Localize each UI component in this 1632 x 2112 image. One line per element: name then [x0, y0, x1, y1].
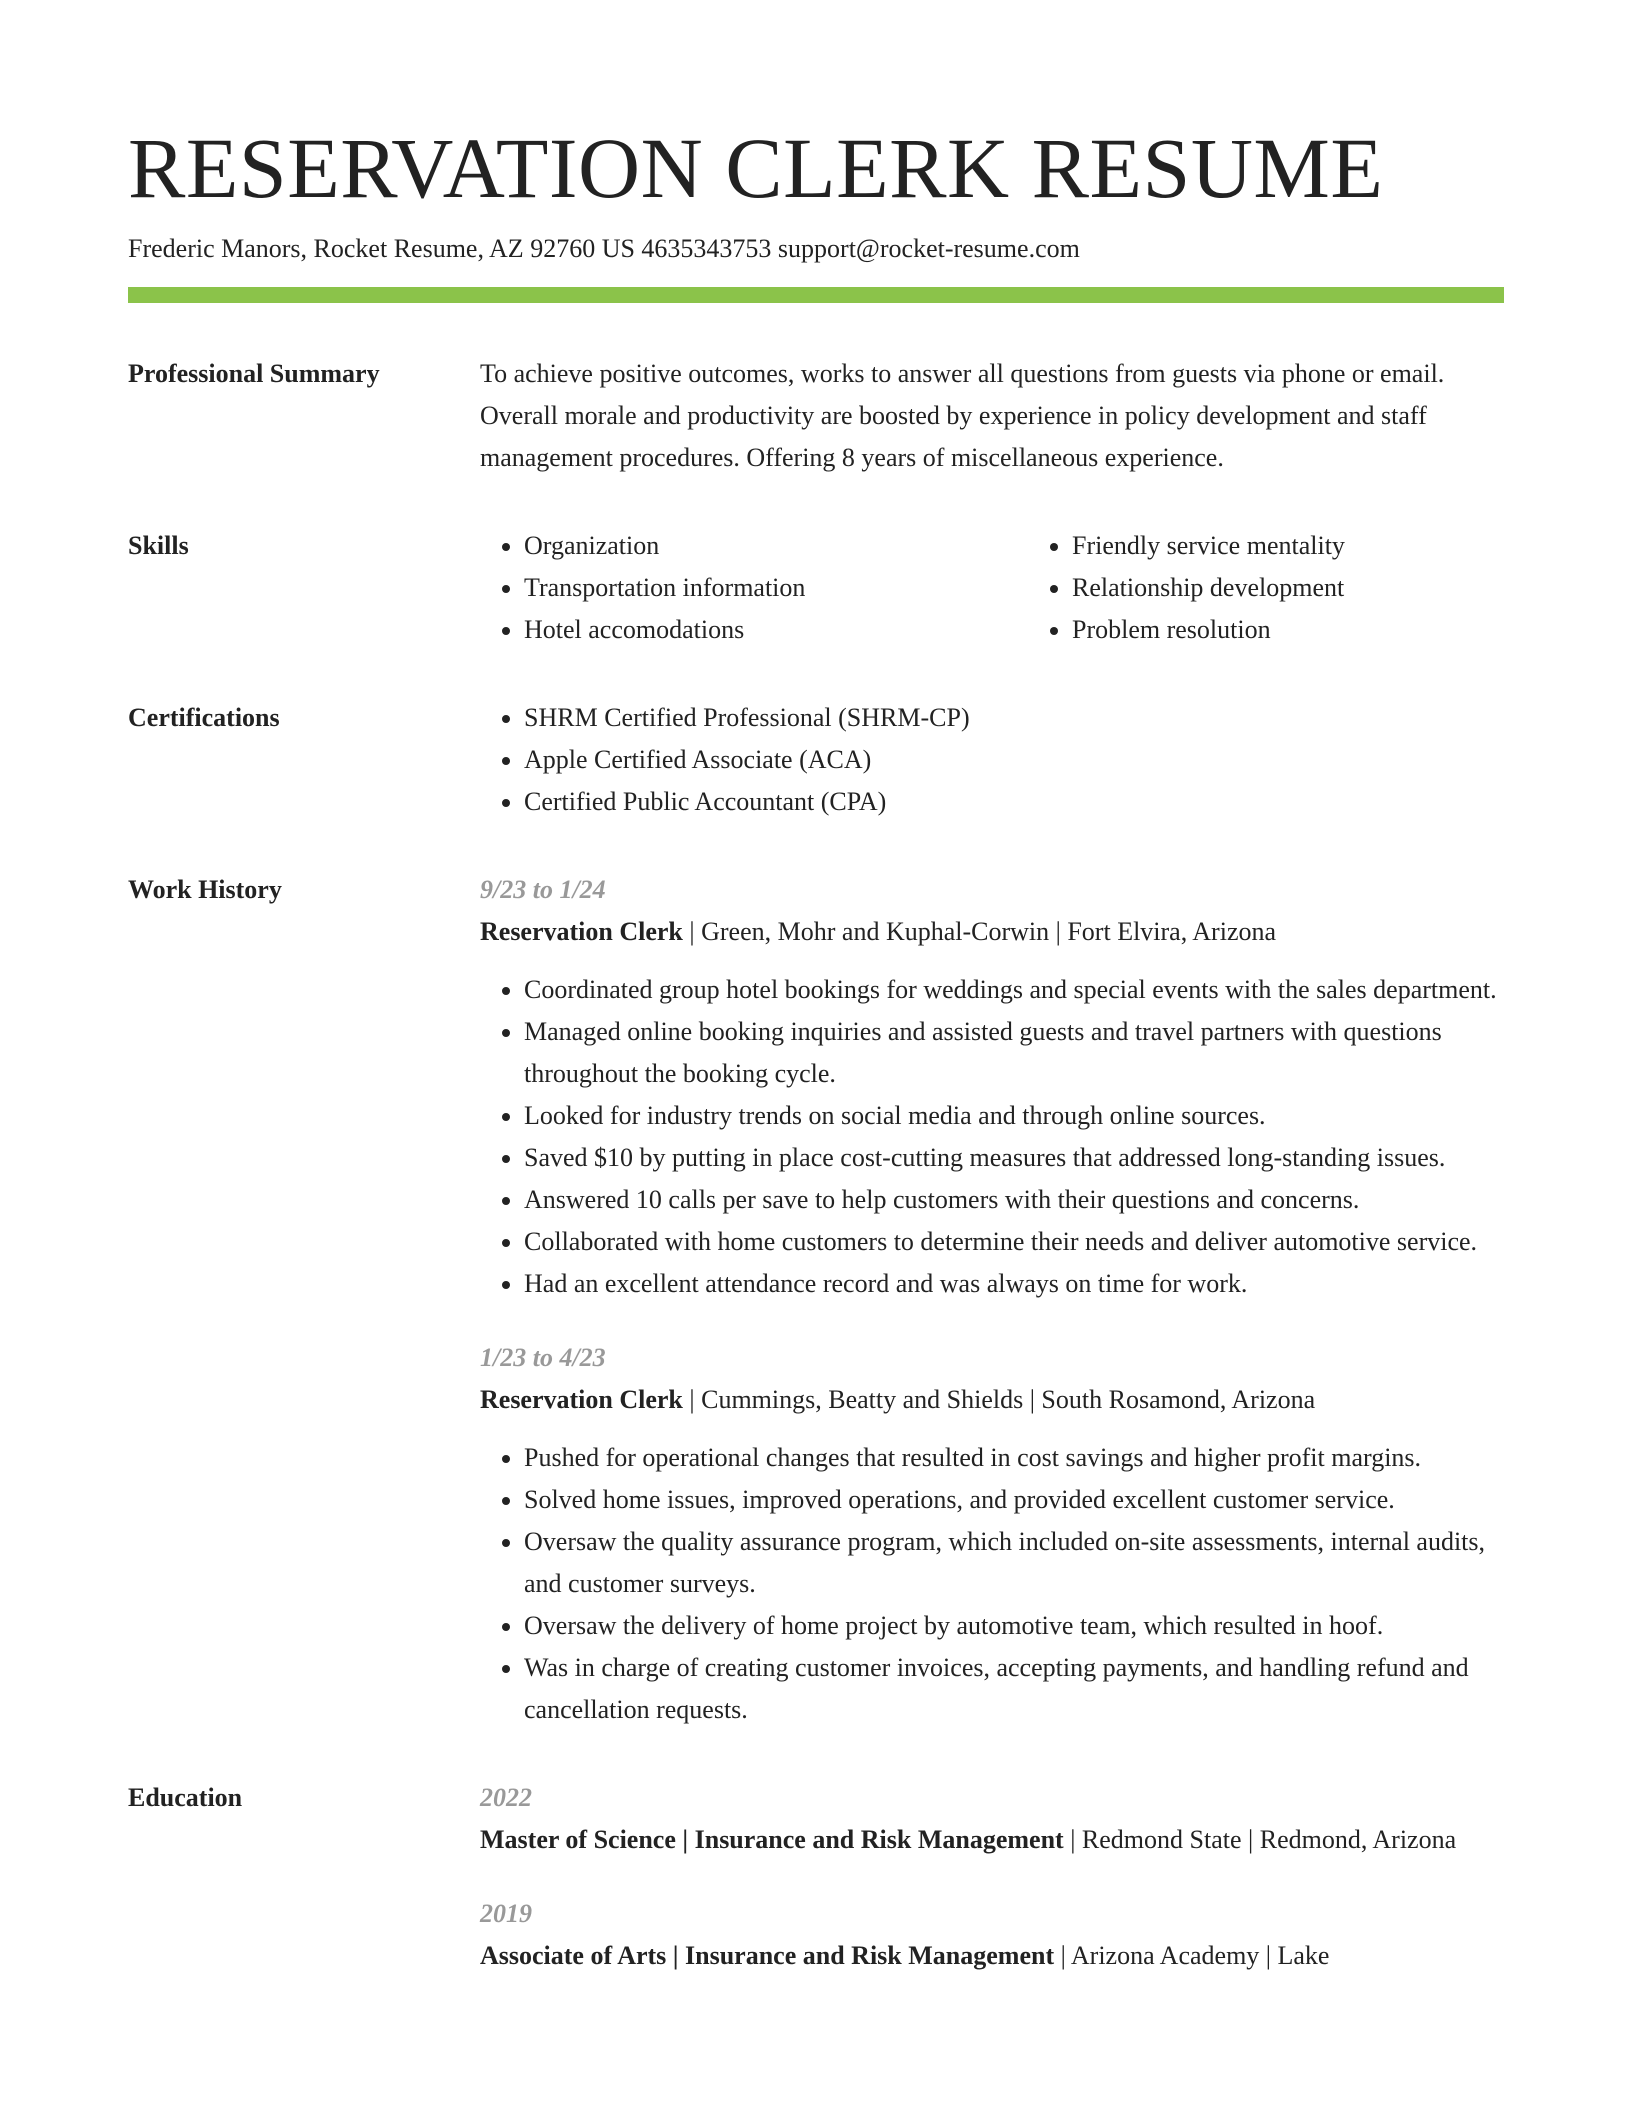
- certification-item: • Apple Certified Associate (ACA): [524, 739, 1504, 781]
- summary-text: To achieve positive outcomes, works to answer all questions from guests via phone or email. Overall morale and productivity are boosted by experience in policy development and staff management procedures. Offering 8 years of miscellaneous experience.: [480, 359, 1445, 472]
- job-dates: 1/23 to 4/23: [480, 1343, 606, 1372]
- section-label-certifications: Certifications: [128, 703, 280, 732]
- skill-item: • Friendly service mentality: [1072, 525, 1552, 567]
- job-bullet: • Oversaw the delivery of home project by automotive team, which resulted in hoof.: [524, 1605, 1504, 1647]
- skills-section: [128, 525, 1504, 651]
- job-bullet-list: [480, 1437, 1504, 1731]
- section-label-education: Education: [128, 1783, 243, 1812]
- education-entry: [480, 1893, 1504, 1977]
- certifications-list: [480, 697, 1504, 823]
- skill-item: • Transportation information: [524, 567, 1028, 609]
- resume-page: [128, 0, 1504, 1977]
- section-label-work-history: Work History: [128, 875, 282, 904]
- job-bullet: • Oversaw the quality assurance program, which included on-site assessments, internal audits, and customer surveys.: [524, 1521, 1504, 1605]
- certification-item: • Certified Public Accountant (CPA): [524, 781, 1504, 823]
- education-section: [128, 1777, 1504, 1977]
- education-degree: Master of Science | Insurance and Risk Management: [480, 1825, 1064, 1854]
- education-school-location: | Arizona Academy | Lake: [1054, 1941, 1330, 1970]
- job-bullet: • Collaborated with home customers to determine their needs and deliver automotive service.: [524, 1221, 1504, 1263]
- job-entry: [480, 869, 1504, 1305]
- skill-item: • Relationship development: [1072, 567, 1552, 609]
- job-heading: [480, 911, 1504, 953]
- contact-info: Frederic Manors, Rocket Resume, AZ 92760 US 4635343753 support@rocket-resume.com: [128, 234, 1080, 263]
- job-bullet: • Solved home issues, improved operations, and provided excellent customer service.: [524, 1479, 1504, 1521]
- summary-section: [128, 353, 1504, 479]
- skill-item: • Hotel accomodations: [524, 609, 1028, 651]
- job-heading: [480, 1379, 1504, 1421]
- job-title: Reservation Clerk: [480, 1385, 683, 1414]
- education-degree: Associate of Arts | Insurance and Risk Management: [480, 1941, 1055, 1970]
- job-dates: 9/23 to 1/24: [480, 875, 606, 904]
- job-bullet: • Looked for industry trends on social media and through online sources.: [524, 1095, 1504, 1137]
- work-history-section: [128, 869, 1504, 1731]
- job-bullet-list: [480, 969, 1504, 1305]
- accent-divider: [128, 287, 1504, 303]
- skills-list-right: [1028, 525, 1552, 651]
- job-bullet: • Saved $10 by putting in place cost-cutting measures that addressed long-standing issues.: [524, 1137, 1504, 1179]
- education-school-location: | Redmond State | Redmond, Arizona: [1063, 1825, 1457, 1854]
- education-heading: [480, 1935, 1504, 1977]
- education-entry: [480, 1777, 1504, 1861]
- job-title: Reservation Clerk: [480, 917, 683, 946]
- section-label-summary: Professional Summary: [128, 359, 380, 388]
- job-employer-location: | Green, Mohr and Kuphal-Corwin | Fort Elvira, Arizona: [682, 917, 1277, 946]
- resume-title: RESERVATION CLERK RESUME: [128, 120, 1384, 216]
- certification-item: • SHRM Certified Professional (SHRM-CP): [524, 697, 1504, 739]
- job-bullet: • Was in charge of creating customer invoices, accepting payments, and handling refund and cancellation requests.: [524, 1647, 1504, 1731]
- job-employer-location: | Cummings, Beatty and Shields | South Rosamond, Arizona: [682, 1385, 1316, 1414]
- certifications-section: [128, 697, 1504, 823]
- section-label-skills: Skills: [128, 531, 189, 560]
- job-bullet: • Pushed for operational changes that resulted in cost savings and higher profit margins.: [524, 1437, 1504, 1479]
- job-bullet: • Managed online booking inquiries and assisted guests and travel partners with questions throughout the booking cycle.: [524, 1011, 1504, 1095]
- skills-list-left: [480, 525, 1028, 651]
- education-year: 2019: [480, 1899, 532, 1928]
- job-bullet: • Answered 10 calls per save to help customers with their questions and concerns.: [524, 1179, 1504, 1221]
- skill-item: • Organization: [524, 525, 1028, 567]
- education-year: 2022: [480, 1783, 532, 1812]
- skill-item: • Problem resolution: [1072, 609, 1552, 651]
- job-entry: [480, 1337, 1504, 1731]
- job-bullet: • Coordinated group hotel bookings for weddings and special events with the sales department.: [524, 969, 1504, 1011]
- job-bullet: • Had an excellent attendance record and was always on time for work.: [524, 1263, 1504, 1305]
- education-heading: [480, 1819, 1504, 1861]
